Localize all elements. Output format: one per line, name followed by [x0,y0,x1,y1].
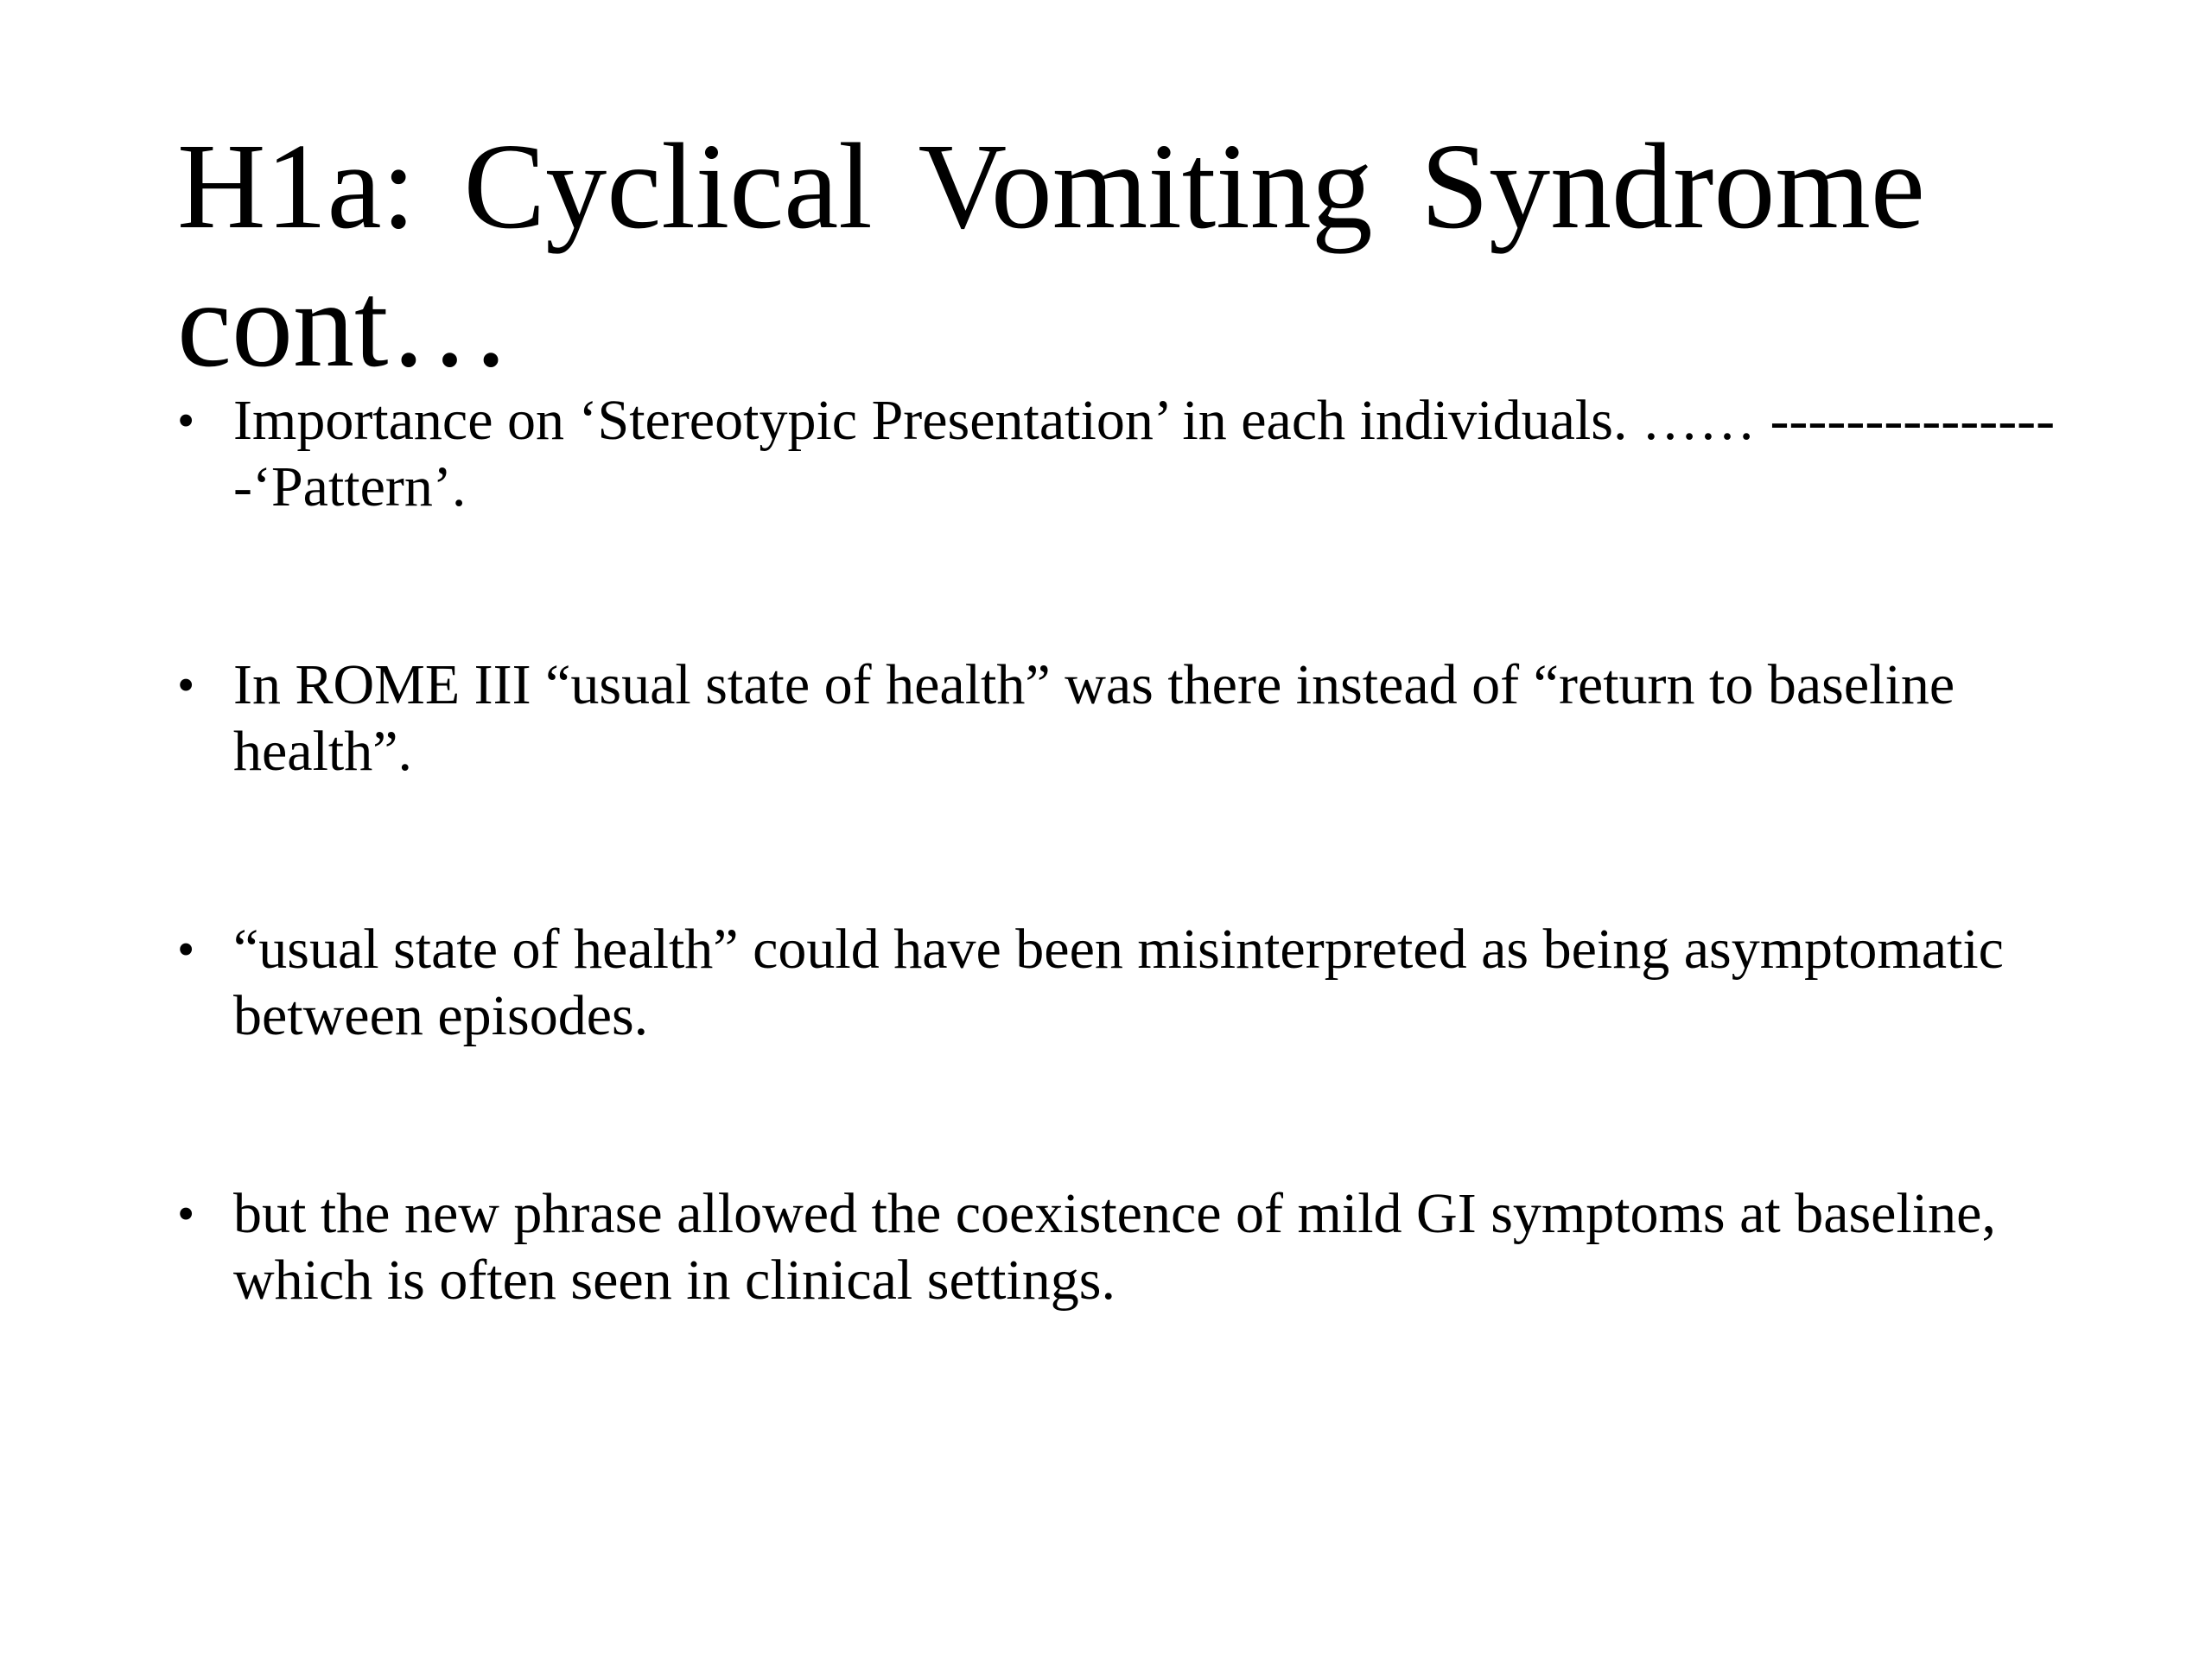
bullet-text: but the new phrase allowed the coexistence of mild GI symptoms at baseline, which is often seen in clinical settings. [233,1182,1996,1312]
bullet-list [177,387,2061,1313]
slide-title: H1a: Cyclical Vomiting Syndrome cont… [177,118,1925,392]
list-item [177,916,2061,1049]
bullet-text: “usual state of health” could have been misinterpreted as being asymptomatic between episodes. [233,918,2004,1047]
bullet-icon: • [177,1185,195,1242]
bullet-text: In ROME III “usual state of health” was there instead of “return to baseline health”. [233,653,1955,783]
bullet-icon: • [177,657,195,713]
bullet-icon: • [177,392,195,448]
bullet-icon: • [177,921,195,977]
list-item [177,1180,2061,1313]
bullet-text: Importance on ‘Stereotypic Presentation’ in each individuals. …… ----------------‘Pattern’. [233,389,2056,518]
list-item [177,387,2061,520]
list-item [177,652,2061,785]
